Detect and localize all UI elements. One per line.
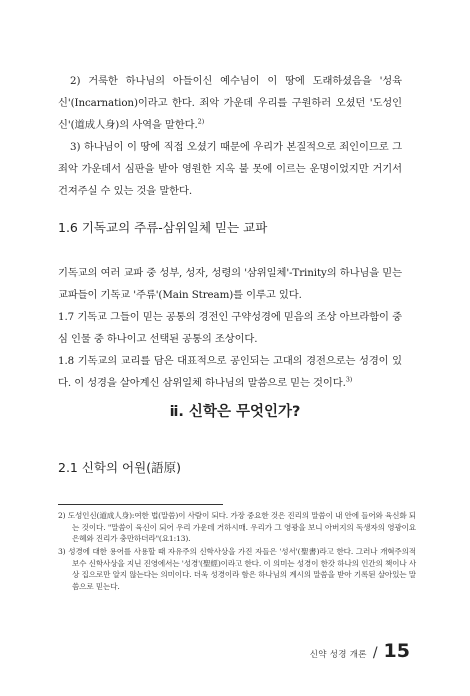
paragraph-1-8-text: 1.8 기독교의 교리를 담은 대표적으로 공인되는 고대의 경전으로는 성경이 있다. 이 성경을 살아계신 삼위일체 하나님의 말씀으로 믿는 것이다. xyxy=(58,355,402,389)
paragraph-incarnation-text: 2) 거룩한 하나님의 아들이신 예수님이 이 땅에 도래하셨음을 '성육신'(Incarnation)이라고 한다. 죄악 가운데 우리를 구원하러 오셨던 '도성인신'(道成人身)의 사역을 말한다. xyxy=(58,75,402,131)
footnote-ref-3[interactable]: 3) xyxy=(345,375,353,384)
paragraph-1-7: 1.7 기독교 그들이 믿는 공통의 경전인 구약성경에 믿음의 조상 아브라함이 중심 인물 중 하나이고 선택된 공통의 조상이다. xyxy=(58,311,402,345)
paragraph-salvation: 3) 하나님이 이 땅에 직접 오셨기 때문에 우리가 본질적으로 죄인이므로 그 죄악 가운데서 심판을 받아 영원한 지옥 불 못에 이르는 운명이었지만 거기서 건져주실 수 있는 것을 말한다. xyxy=(58,141,402,197)
section-heading-1-6: 1.6 기독교의 주류-삼위일체 믿는 교파 xyxy=(58,220,268,235)
running-footer-title: 신약 성경 개론 xyxy=(309,650,367,660)
section-heading-2-1: 2.1 신학의 어원(語原) xyxy=(58,460,181,475)
paragraph-incarnation xyxy=(58,70,402,136)
footer-separator: / xyxy=(372,645,378,661)
footnote-divider xyxy=(58,504,223,505)
paragraph-trinity: 기독교의 여러 교파 중 성부, 성자, 성령의 '삼위일체'-Trinity의 하나님을 믿는 교파들이 기독교 '주류'(Main Stream)를 이루고 있다. xyxy=(58,267,402,301)
footnote-2: 2) 도성인신(道成人身):여한 법(말씀)이 사람이 되다. 가장 중요한 것은 진리의 말씀이 내 안에 들어와 육신화 되는 것이다. "말씀이 육신이 되어 우리 가운데 거하시매. 우리가 그 영광을 보니 아버지의 독생자의 영광이요 은혜와 진리가 충만하더라"(요1:13). xyxy=(58,511,416,543)
paragraph-1-8 xyxy=(58,350,402,394)
footnote-3: 3) 성경에 대한 용어를 사용할 때 자유주의 신학사상을 가진 자들은 '성서'(聖書)라고 한다. 그러나 개혁주의적 보수 신학사상을 지닌 진영에서는 '성경'(聖經)이라고 한다. 이 의미는 성경이 한갓 하나의 인간의 책이나 사상 집으로만 알지 않는다는 의미이다. 더욱 성경이라 함은 하나님의 계시의 말씀을 받아 기록된 살아있는 말씀으로 믿는다. xyxy=(58,547,416,591)
footnote-ref-2[interactable]: 2) xyxy=(197,117,205,126)
page-number: 15 xyxy=(383,640,410,662)
page-footer xyxy=(310,640,410,662)
chapter-heading-theology: ⅱ. 신학은 무엇인가? xyxy=(169,404,301,420)
